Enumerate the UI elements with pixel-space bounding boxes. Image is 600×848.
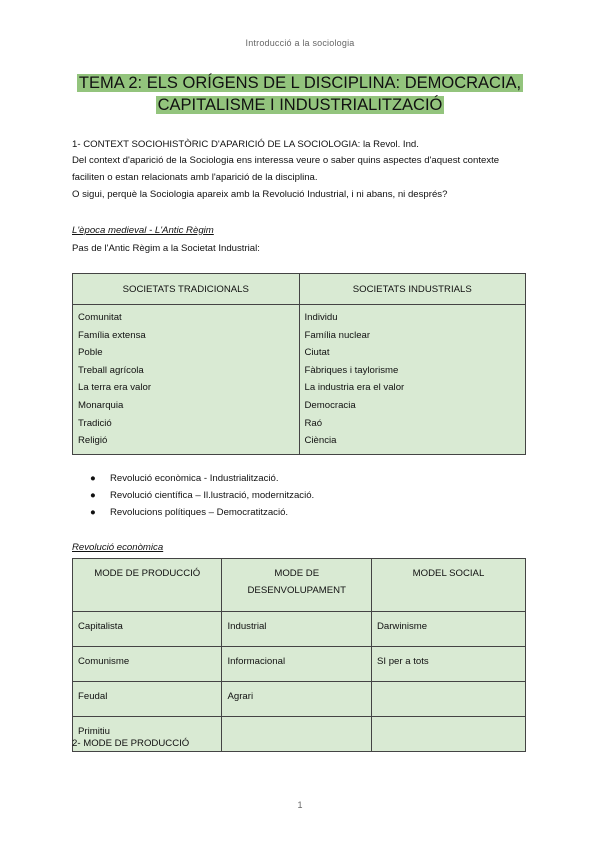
bullet-icon: ●: [90, 507, 96, 518]
intro-line: O sigui, perquè la Sociologia apareix amb la Revolució Industrial, i ni abans, ni després?: [72, 189, 448, 200]
list-item: Ciència: [304, 435, 337, 447]
list-item: Ciutat: [304, 347, 330, 359]
table-header: MODEL SOCIAL: [371, 559, 525, 612]
running-header: Introducció a la sociologia: [245, 38, 355, 48]
table-cell: Primitiu: [73, 717, 222, 752]
transition-text: Pas de l'Antic Règim a la Societat Industrial:: [72, 243, 260, 254]
list-item: Família nuclear: [304, 329, 371, 341]
intro-line: Del context d'aparició de la Sociologia ens interessa veure o saber quins aspectes d'aquest contexte: [72, 155, 500, 166]
intro-line: faciliten o estan relacionats amb l'aparició de la disciplina.: [72, 172, 318, 183]
page-title: [70, 72, 530, 116]
bullet-icon: ●: [90, 490, 96, 501]
list-item: Fàbriques i taylorisme: [304, 364, 399, 376]
list-item: Raó: [304, 417, 323, 429]
table-cell: [222, 717, 371, 752]
table-header: MODE DE PRODUCCIÓ: [73, 559, 222, 612]
section2-heading: 2- MODE DE PRODUCCIÓ: [72, 738, 190, 749]
table-header: SOCIETATS TRADICIONALS: [73, 274, 300, 305]
list-item: Treball agrícola: [78, 364, 144, 376]
bullet-item: ● Revolució científica – Il.lustració, modernització.: [90, 487, 314, 504]
title-line-2: CAPITALISME I INDUSTRIALITZACIÓ: [157, 96, 443, 114]
table-cell: SI per a tots: [371, 647, 525, 682]
societies-table: [72, 273, 526, 455]
list-item: Tradició: [78, 417, 112, 429]
econ-heading: Revolució econòmica: [72, 542, 164, 553]
table-cell: Industrial: [222, 612, 371, 647]
list-item: Democracia: [304, 399, 356, 411]
table-cell: Darwinisme: [371, 612, 525, 647]
table-cell: Capitalista: [73, 612, 222, 647]
table-cell: Agrari: [222, 682, 371, 717]
title-line-1: TEMA 2: ELS ORÍGENS DE L DISCIPLINA: DEMOCRACIA,: [78, 74, 522, 92]
table-cell: Feudal: [73, 682, 222, 717]
table-header: SOCIETATS INDUSTRIALS: [299, 274, 526, 305]
table-row: [73, 682, 526, 717]
list-item: La industria era el valor: [304, 382, 405, 394]
list-item: Poble: [78, 347, 103, 359]
list-item: Individu: [304, 312, 338, 323]
list-item: Monarquia: [78, 399, 124, 411]
table-header: MODE DE DESENVOLUPAMENT: [222, 559, 371, 612]
list-item: Religió: [78, 435, 108, 447]
table-cell: [371, 717, 525, 752]
bullet-list: [90, 470, 314, 521]
table-row: [73, 612, 526, 647]
bullet-item: ● Revolucions polítiques – Democratització.: [90, 504, 314, 521]
era-heading: L'època medieval - L'Antic Règim: [72, 225, 214, 236]
table-row: [73, 647, 526, 682]
intro-paragraph: [72, 152, 532, 203]
list-item: Família extensa: [78, 329, 146, 341]
list-item: La terra era valor: [78, 382, 152, 394]
industrial-column: [299, 305, 526, 455]
traditional-column: [73, 305, 300, 455]
page-number: 1: [297, 800, 303, 810]
table-cell: Informacional: [222, 647, 371, 682]
modes-table: [72, 558, 526, 752]
bullet-item: ● Revolució econòmica - Industrialització.: [90, 470, 314, 487]
table-cell: [371, 682, 525, 717]
bullet-icon: ●: [90, 473, 96, 484]
list-item: Comunitat: [78, 312, 122, 323]
table-cell: Comunisme: [73, 647, 222, 682]
section1-heading: 1- CONTEXT SOCIOHISTÒRIC D'APARICIÓ DE LA SOCIOLOGIA: la Revol. Ind.: [72, 139, 419, 150]
